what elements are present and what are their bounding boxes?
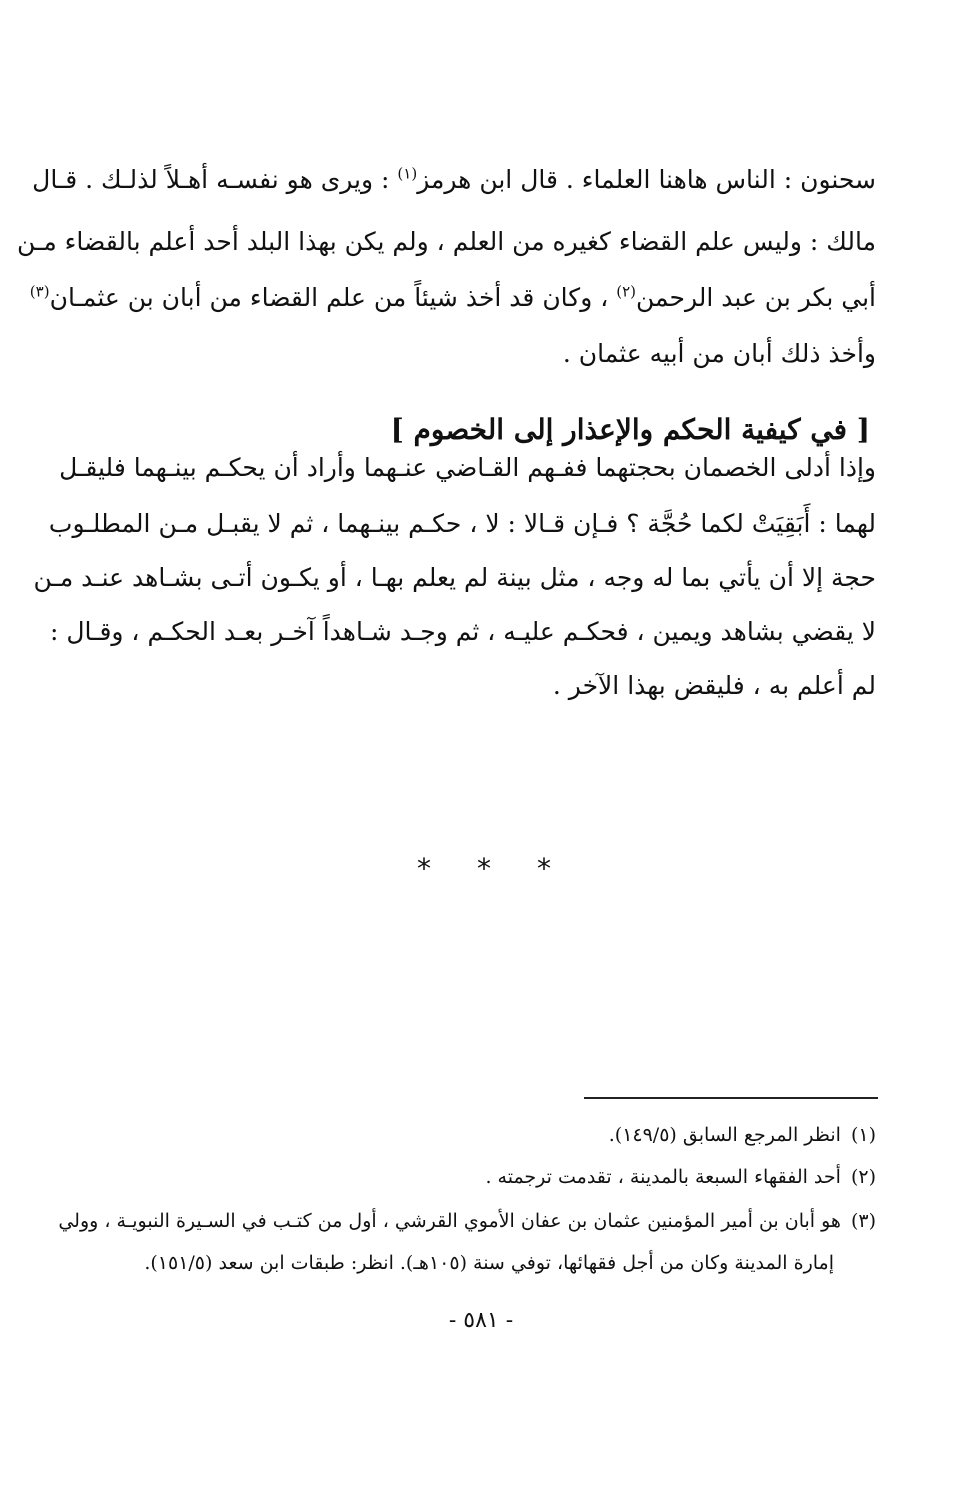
paragraph-line: وأخذ ذلك أبان من أبيه عثمان . <box>562 339 876 368</box>
footnote-number: (١) <box>850 1124 876 1146</box>
paragraph-line: لم أعلم به ، فليقض بهذا الآخر . <box>552 671 876 700</box>
line-text: سحنون : الناس هاهنا العلماء . قال ابن هرمز <box>417 165 876 194</box>
footnote-item <box>80 1120 876 1150</box>
footnote-item <box>80 1162 876 1192</box>
footnote-number: (٣) <box>850 1210 876 1232</box>
footnote-item <box>58 1206 876 1236</box>
footnote-text: هو أبان بن أمير المؤمنين عثمان بن عفان الأموي القرشي ، أول من كتـب في السـيرة النبويـة ، وولي <box>58 1210 841 1232</box>
paragraph-line: وإذا أدلى الخصمان بحجتهما ففـهم القـاضي عنـهما وأراد أن يحكـم بينـهما فليقـل <box>59 453 876 482</box>
paragraph-line: مالك : وليس علم القضاء كغيره من العلم ، ولم يكن بهذا البلد أحد أعلم بالقضاء مـن <box>16 227 876 256</box>
footnote-continuation: إمارة المدينة وكان من أجل فقهائها، توفي سنة (١٠٥هـ). انظر: طبقات ابن سعد (١٥١/٥). <box>144 1252 834 1274</box>
paragraph-line: حجة إلا أن يأتي بما له وجه ، مثل بينة لم يعلم بهـا ، أو يكـون أتـى بشـاهد عنـد مـن <box>33 563 876 592</box>
asterisk: * <box>477 852 491 885</box>
line-text: أبي بكر بن عبد الرحمن <box>636 283 876 312</box>
page-number: - ٥٨١ - <box>448 1308 514 1333</box>
footnote-divider <box>584 1097 878 1099</box>
footnote-ref[interactable]: (١) <box>397 164 418 183</box>
paragraph-line <box>32 162 876 202</box>
paragraph-line: لهما : أَبَقِيَتْ لكما حُجَّة ؟ فـإن قـالا : لا ، حكـم بينـهما ، ثم لا يقبـل مـن المطلـوب <box>48 509 876 538</box>
line-text: : ويرى هو نفسـه أهـلاً لذلـك . قـال <box>32 165 390 194</box>
paragraph-line <box>29 280 876 320</box>
asterism-separator <box>92 854 876 884</box>
footnote-ref[interactable]: (٢) <box>616 282 637 301</box>
footnote-text: انظر المرجع السابق (١٤٩/٥). <box>608 1124 841 1146</box>
line-text: ، وكان قد أخذ شيئاً من علم القضاء من أبان بن عثمـان <box>49 283 609 312</box>
asterisk: * <box>537 852 551 885</box>
asterisk: * <box>417 852 431 885</box>
paragraph-line: لا يقضي بشاهد ويمين ، فحكـم عليـه ، ثم وجـد شـاهداً آخـر بعـد الحكـم ، وقـال : <box>49 617 876 646</box>
footnote-text: أحد الفقهاء السبعة بالمدينة ، تقدمت ترجمته . <box>485 1166 841 1188</box>
footnote-ref[interactable]: (٣) <box>29 282 50 301</box>
footnote-number: (٢) <box>850 1166 876 1188</box>
section-heading: [ في كيفية الحكم والإعذار إلى الخصوم ] <box>390 413 870 446</box>
